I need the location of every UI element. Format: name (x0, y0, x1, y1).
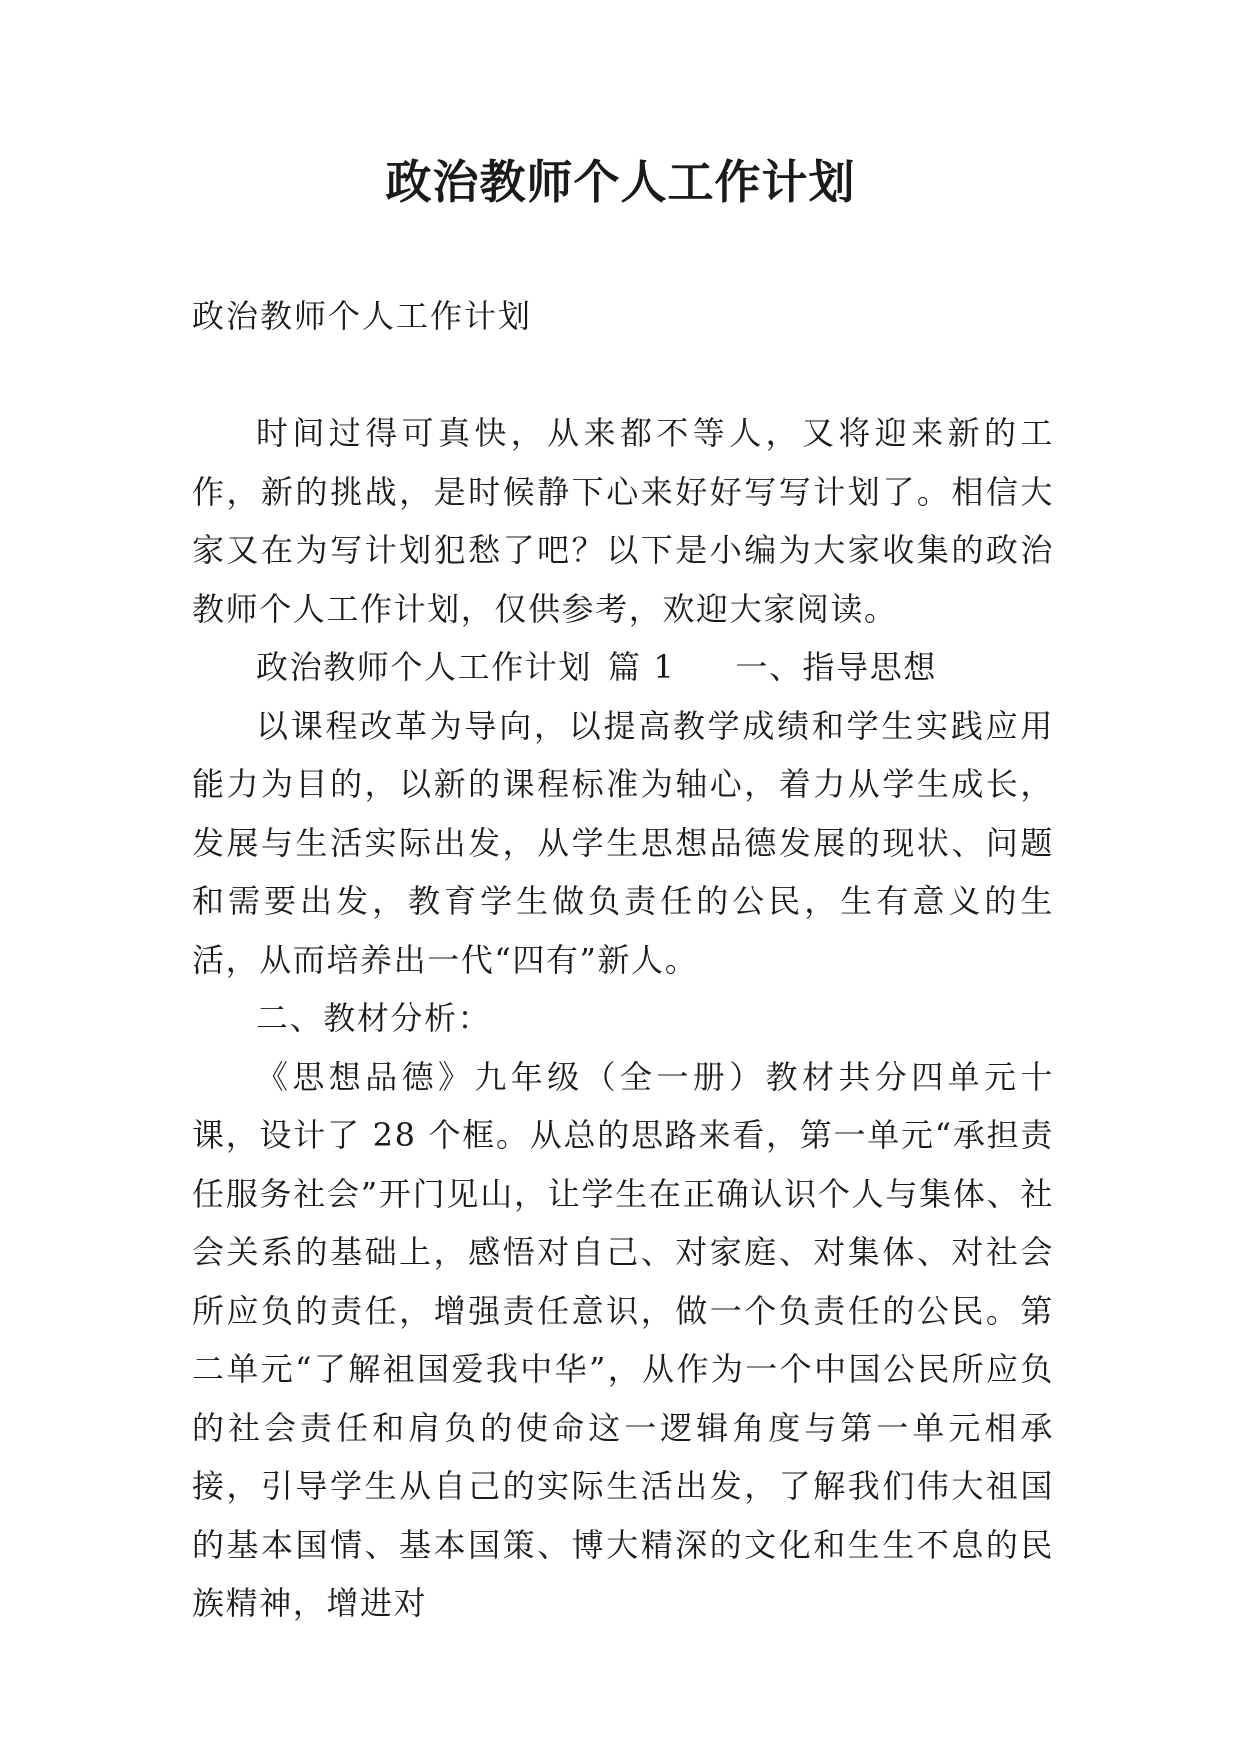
guiding-thought-paragraph: 以课程改革为导向，以提高教学成绩和学生实践应用能力为目的，以新的课程标准为轴心，着力从学生成长，发展与生活实际出发，从学生思想品德发展的现状、问题和需要出发，教育学生做负责任的公民，生有意义的生活，从而培养出一代“四有”新人。 (192, 706, 1054, 979)
section-one-heading: 一、指导思想 (735, 648, 937, 686)
document-subtitle: 政治教师个人工作计划 (192, 297, 533, 335)
textbook-analysis-paragraph: 《思想品德》九年级（全一册）教材共分四单元十课，设计了 28 个框。从总的思路来看，第一单元“承担责任服务社会”开门见山，让学生在正确认识个人与集体、社会关系的基础上，感悟对自己、对家庭、对集体、对社会所应负的责任，增强责任意识，做一个负责任的公民。第二单元“了解祖国爱我中华”，从作为一个中国公民所应负的社会责任和肩负的使命这一逻辑角度与第一单元相承接，引导学生从自己的实际生活出发，了解我们伟大祖国的基本国情、基本国策、博大精深的文化和生生不息的民族精神，增进对 (192, 1057, 1054, 1622)
piece-heading-number: 篇 1 (608, 648, 676, 686)
piece-heading-name: 政治教师个人工作计划 (256, 648, 593, 686)
piece-heading-line (192, 638, 1054, 697)
section-two-heading: 二、教材分析： (256, 999, 492, 1037)
intro-paragraph: 时间过得可真快，从来都不等人，又将迎来新的工作，新的挑战，是时候静下心来好好写写计划了。相信大家又在为写计划犯愁了吧？以下是小编为大家收集的政治教师个人工作计划，仅供参考，欢迎大家阅读。 (192, 414, 1054, 628)
document-title: 政治教师个人工作计划 (385, 155, 856, 209)
document-body (192, 404, 1054, 1633)
